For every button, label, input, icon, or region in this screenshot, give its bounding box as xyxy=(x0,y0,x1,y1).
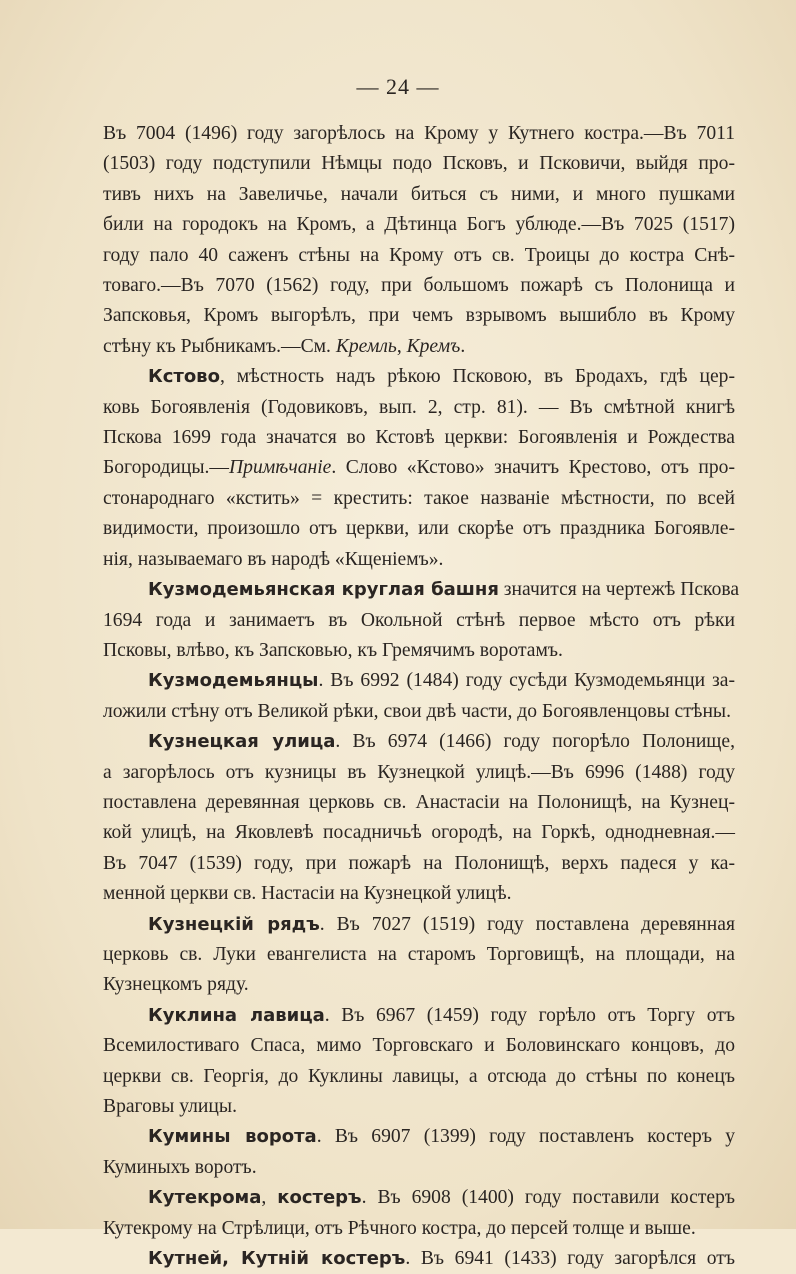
text-line xyxy=(103,301,735,331)
entry-headword: Кутекрома xyxy=(148,1187,262,1209)
text-line xyxy=(103,636,735,666)
text-line xyxy=(103,697,735,727)
text-line xyxy=(103,271,735,301)
entry-headword: Кузнецкая улица xyxy=(148,731,336,753)
text-line xyxy=(103,453,735,483)
text-run: Запсковья, Кромъ выгорѣлъ, при чемъ взрывомъ вышибло въ Крому xyxy=(103,305,735,327)
text-run: поставлена деревянная церковь св. Анастасіи на Полонищѣ, на Кузнец- xyxy=(103,791,735,813)
text-line xyxy=(103,241,735,271)
text-line xyxy=(103,575,740,605)
text-run: Псковы, влѣво, къ Запсковью, къ Гремячимъ воротамъ. xyxy=(103,639,563,661)
text-line xyxy=(103,879,735,909)
text-run: ковь Богоявленія (Годовиковъ, вып. 2, стр. 81). — Въ смѣтной книгѣ xyxy=(103,396,735,418)
text-run: Пскова 1699 года значатся во Кстовѣ церкви: Богоявленія и Рождества xyxy=(103,427,735,449)
text-run: . Въ 6992 (1484) году сусѣди Кузмодемьянци за- xyxy=(318,670,735,692)
entry-headword: Кстово xyxy=(148,366,220,388)
text-line xyxy=(103,149,735,179)
text-run: , xyxy=(396,335,407,357)
text-line xyxy=(103,1244,735,1274)
text-run: , мѣстность надъ рѣкою Псковою, въ Бродахъ, гдѣ цер- xyxy=(219,366,735,388)
italic-text: Кремъ xyxy=(406,335,461,357)
text-line xyxy=(103,849,735,879)
text-run: ложили стѣну отъ Великой рѣки, свои двѣ части, до Богоявленцовы стѣны. xyxy=(103,700,731,722)
text-line xyxy=(103,818,735,848)
entry-headword: Кумины ворота xyxy=(148,1126,317,1148)
entry-headword: Кузмодемьянская круглая башня xyxy=(148,579,499,601)
text-run: . Слово «Кстово» значитъ Крестово, отъ про- xyxy=(331,457,735,479)
text-run: . Въ 6907 (1399) году поставленъ костеръ у xyxy=(316,1126,735,1148)
text-line xyxy=(103,1031,735,1061)
text-line xyxy=(103,180,735,210)
text-run: товаго.—Въ 7070 (1562) году, при большомъ пожарѣ съ Полонища и xyxy=(103,275,735,297)
text-line xyxy=(103,332,735,362)
entry-headword: Кузмодемьянцы xyxy=(148,670,319,692)
text-run: нія, называемаго въ народѣ «Кщеніемъ». xyxy=(103,548,444,570)
text-line xyxy=(103,910,735,940)
text-line xyxy=(103,1183,735,1213)
text-run: стонароднаго «кстить» = крестить: такое названіе мѣстности, по всей xyxy=(103,487,735,509)
entry-headword: костеръ xyxy=(277,1187,362,1209)
text-line xyxy=(103,210,735,240)
text-run: церкви св. Георгія, до Куклины лавицы, а отсюда до стѣны по конецъ xyxy=(103,1065,735,1087)
text-run: Въ 7004 (1496) году загорѣлось на Крому у Кутнего костра.—Въ 7011 xyxy=(103,123,735,144)
text-line xyxy=(103,119,735,149)
text-run: . xyxy=(460,335,466,357)
text-line xyxy=(103,362,735,392)
text-run: церковь св. Луки евангелиста на старомъ Торговищѣ, на площади, на xyxy=(103,943,735,965)
text-run: Въ 7047 (1539) году, при пожарѣ на Полонищѣ, верхъ падеся у ка- xyxy=(103,852,735,874)
text-run: били на городокъ на Кромъ, а Дѣтинца Богъ ублюде.—Въ 7025 (1517) xyxy=(103,214,735,236)
text-run: стѣну къ Рыбникамъ.—См. xyxy=(103,335,336,357)
text-line xyxy=(103,666,735,696)
text-line xyxy=(103,940,735,970)
text-line xyxy=(103,393,735,423)
entry-headword: Куклина лавица xyxy=(148,1004,325,1026)
text-run: Куминыхъ воротъ. xyxy=(103,1156,257,1178)
entry-headword: Кутней, Кутній костеръ xyxy=(148,1248,406,1270)
text-run: , xyxy=(261,1187,278,1209)
italic-text: Примѣчаніе xyxy=(229,457,332,479)
text-run: Богородицы.— xyxy=(103,457,230,479)
text-run: а загорѣлось отъ кузницы въ Кузнецкой улицѣ.—Въ 6996 (1488) году xyxy=(103,761,735,783)
text-run: Всемилостиваго Спаса, мимо Торговскаго и Боловинскаго концовъ, до xyxy=(103,1035,735,1057)
text-line xyxy=(103,1122,735,1152)
text-run: . Въ 6941 (1433) году загорѣлся отъ xyxy=(405,1248,735,1270)
text-run: Кузнецкомъ ряду. xyxy=(103,974,249,996)
text-line xyxy=(103,514,735,544)
page-number: — 24 — xyxy=(356,74,440,99)
text-line xyxy=(103,545,735,575)
text-run: видимости, произошло отъ церкви, или скорѣе отъ праздника Богоявле- xyxy=(103,518,735,540)
italic-text: Кремль xyxy=(335,335,397,357)
text-run: тивъ нихъ на Завеличье, начали биться съ ними, и много пушками xyxy=(103,183,735,205)
text-run: менной церкви св. Настасіи на Кузнецкой улицѣ. xyxy=(103,883,512,905)
text-run: Кутекрому на Стрѣлици, отъ Рѣчного костра, до персей толще и выше. xyxy=(103,1217,696,1239)
text-run: 1694 года и занимаетъ въ Окольной стѣнѣ первое мѣсто отъ рѣки xyxy=(103,609,735,631)
entry-headword: Кузнецкій рядъ xyxy=(148,913,320,935)
text-line xyxy=(103,788,735,818)
text-run: году пало 40 саженъ стѣны на Крому отъ св. Троицы до костра Снѣ- xyxy=(103,244,735,266)
text-line xyxy=(103,1092,735,1122)
text-run: значится на чертежѣ Пскова xyxy=(498,579,740,601)
text-run: . Въ 6974 (1466) году погорѣло Полонище, xyxy=(335,731,735,753)
text-run: кой улицѣ, на Яковлевѣ посадничьѣ огородѣ, на Горкѣ, однодневная.— xyxy=(103,822,735,844)
text-line xyxy=(103,606,735,636)
text-run: . Въ 6967 (1459) году горѣло отъ Торгу отъ xyxy=(324,1004,735,1026)
text-line xyxy=(103,1062,735,1092)
text-run: Враговы улицы. xyxy=(103,1096,237,1117)
text-line xyxy=(103,1153,735,1183)
text-run: (1503) году подступили Нѣмцы подо Псковъ, и Псковичи, выйдя про- xyxy=(103,153,735,175)
body-text xyxy=(103,119,740,1274)
text-run: . Въ 6908 (1400) году поставили костеръ xyxy=(361,1187,736,1209)
text-run: . Въ 7027 (1519) году поставлена деревянная xyxy=(319,913,735,935)
text-line xyxy=(103,970,735,1000)
text-line xyxy=(103,1001,735,1031)
text-line xyxy=(103,758,735,788)
text-line xyxy=(103,423,735,453)
text-line xyxy=(103,484,735,514)
text-line xyxy=(103,727,735,757)
